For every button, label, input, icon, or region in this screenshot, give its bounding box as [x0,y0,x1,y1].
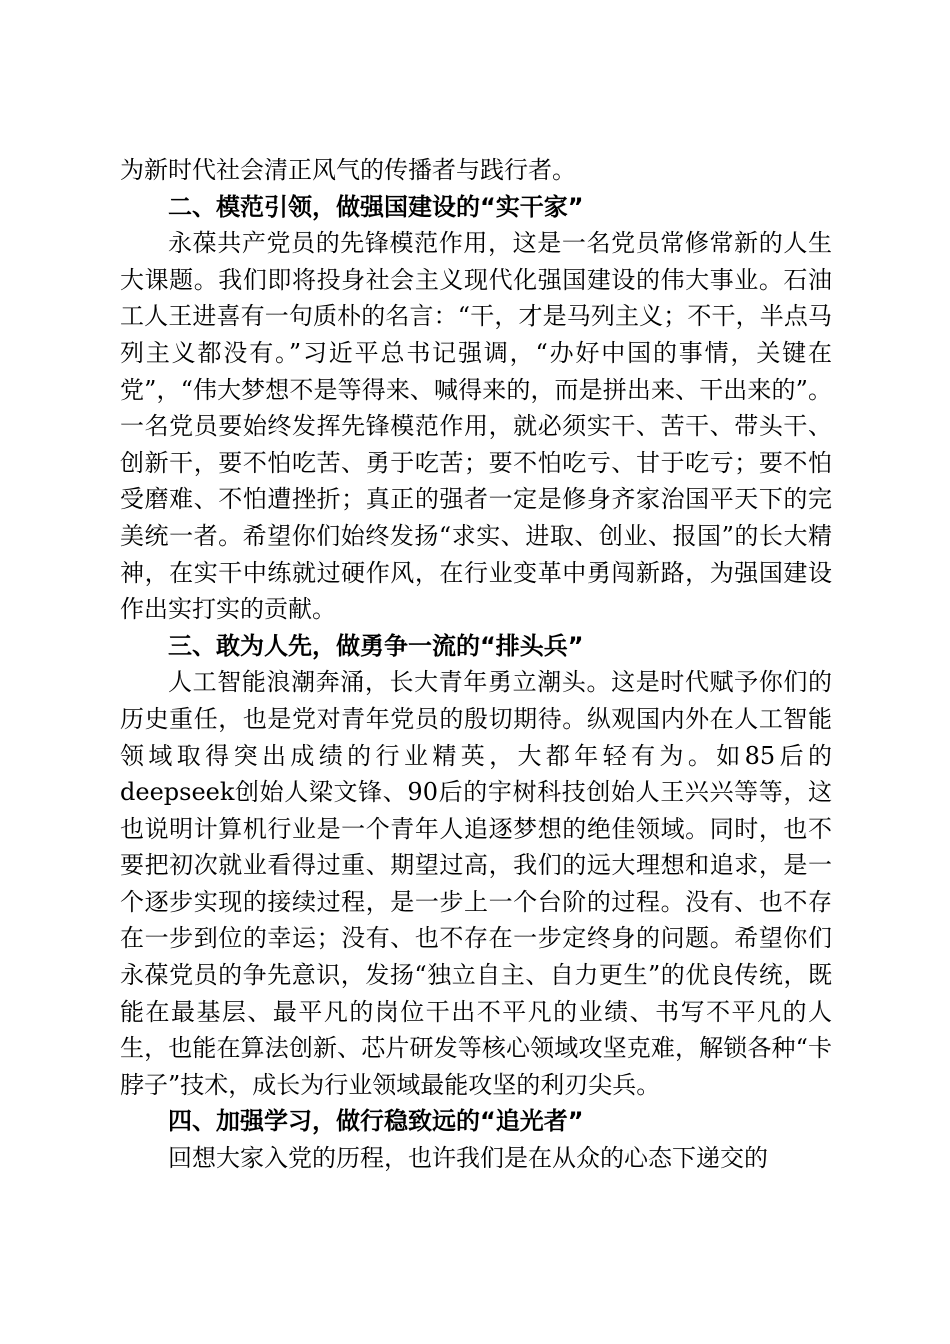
section-heading-3: 三、敢为人先，做勇争一流的“排头兵” [168,631,584,660]
paragraph-section-4: 回想大家入党的历程，也许我们是在从众的心态下递交的 [168,1144,768,1173]
paragraph-section-3: 人工智能浪潮奔涌，长大青年勇立潮头。这是时代赋予你们的历史重任，也是党对青年党员的殷切期待。纵观国内外在人工智能领域取得突出成绩的行业精英，大都年轻有为。如85后的deepseek创始人梁文锋、90后的宇树科技创始人王兴兴等等，这也说明计算机行业是一个青年人追逐梦想的绝佳领域。同时，也不要把初次就业看得过重、期望过高，我们的远大理想和追求，是一个逐步实现的接续过程，是一步上一个台阶的过程。没有、也不存在一步到位的幸运；没有、也不存在一步定终身的问题。希望你们永葆党员的争先意识，发扬“独立自主、自力更生”的优良传统，既能在最基层、最平凡的岗位干出不平凡的业绩、书写不平凡的人生，也能在算法创新、芯片研发等核心领域攻坚克难，解锁各种“卡脖子”技术，成长为行业领域最能攻坚的利刃尖兵。 [120,668,832,1099]
paragraph-section-2: 永葆共产党员的先锋模范作用，这是一名党员常修常新的人生大课题。我们即将投身社会主义现代化强国建设的伟大事业。石油工人王进喜有一句质朴的名言：“干，才是马列主义；不干，半点马列主义都没有。”习近平总书记强调，“办好中国的事情，关键在党”，“伟大梦想不是等得来、喊得来的，而是拼出来、干出来的”。一名党员要始终发挥先锋模范作用，就必须实干、苦干、带头干、创新干，要不怕吃苦、勇于吃苦；要不怕吃亏、甘于吃亏；要不怕受磨难、不怕遭挫折；真正的强者一定是修身齐家治国平天下的完美统一者。希望你们始终发扬“求实、进取、创业、报国”的长大精神，在实干中练就过硬作风，在行业变革中勇闯新路，为强国建设作出实打实的贡献。 [120,229,832,624]
section-heading-2: 二、模范引领，做强国建设的“实干家” [168,192,584,221]
section-heading-4: 四、加强学习，做行稳致远的“追光者” [168,1107,584,1136]
paragraph-continuation: 为新时代社会清正风气的传播者与践行者。 [120,156,576,184]
document-page [120,152,832,1177]
